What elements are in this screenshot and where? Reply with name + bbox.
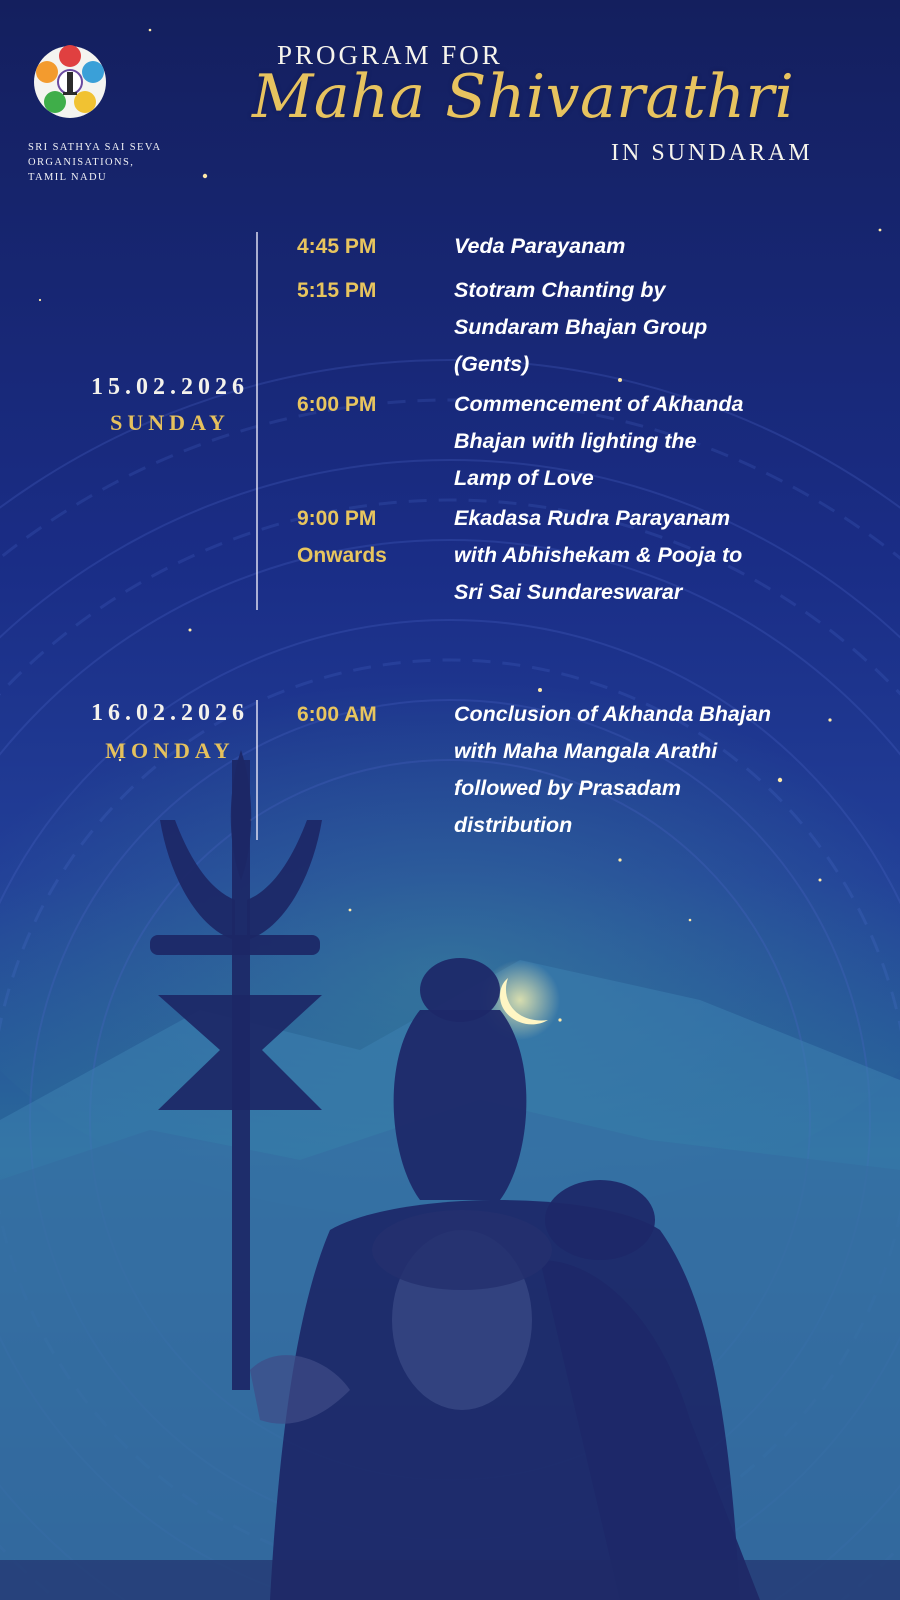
day-1-weekday: SUNDAY [110, 410, 230, 435]
event-time: 6:00 PM [297, 393, 377, 416]
sai-seva-emblem-icon [30, 42, 110, 122]
day-2-weekday: MONDAY [105, 738, 235, 763]
day-1-date: 15.02.2026 [91, 374, 249, 400]
event-description: Veda Parayanam [454, 234, 626, 258]
event-time: 9:00 PM Onwards [297, 507, 387, 567]
organisation-line: SRI SATHYA SAI SEVA [28, 142, 162, 153]
organisation-line: ORGANISATIONS, [28, 157, 135, 168]
header-title: Maha Shivarathri [252, 62, 795, 132]
organisation-name [28, 140, 228, 185]
header-program-for: PROGRAM FOR [277, 40, 503, 70]
event-description: Commencement of Akhanda Bhajan with lighting the Lamp of Love [454, 392, 744, 490]
day-2-divider [256, 700, 258, 840]
event-description: Conclusion of Akhanda Bhajan with Maha Mangala Arathi followed by Prasadam distribution [454, 702, 771, 837]
event-time: 4:45 PM [297, 235, 377, 258]
day-2-date: 16.02.2026 [91, 700, 249, 726]
event-time: 6:00 AM [297, 703, 377, 726]
day-1-divider [256, 232, 258, 610]
event-description: Stotram Chanting by Sundaram Bhajan Group (Gents) [454, 278, 708, 376]
event-time: 5:15 PM [297, 279, 377, 302]
header-location: IN SUNDARAM [611, 140, 813, 166]
organisation-line: TAMIL NADU [28, 172, 107, 183]
event-description: Ekadasa Rudra Parayanam with Abhishekam & Pooja to Sri Sai Sundareswarar [454, 506, 743, 604]
